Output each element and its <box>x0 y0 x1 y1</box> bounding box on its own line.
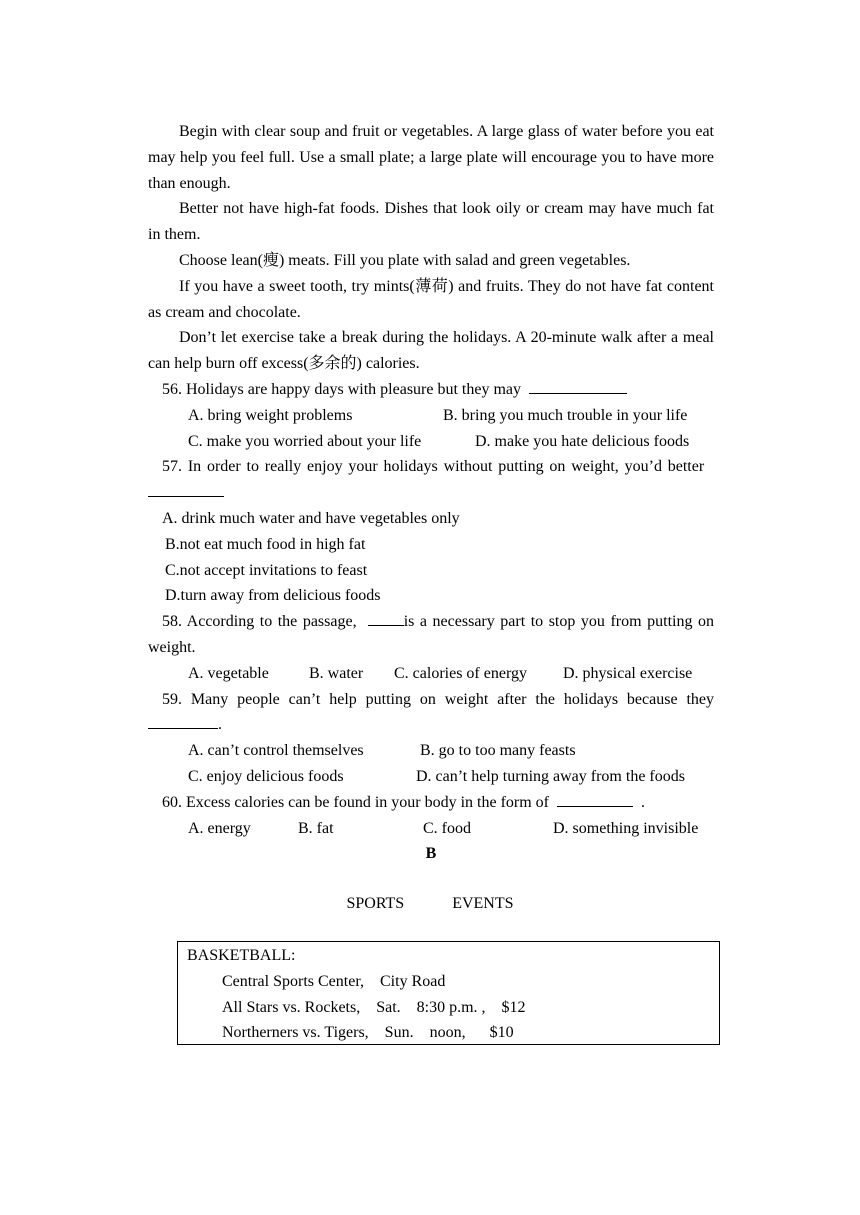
answer-blank[interactable] <box>148 480 224 497</box>
answer-blank[interactable] <box>148 712 218 729</box>
option-c[interactable]: C. calories of energy <box>394 664 527 682</box>
venue-line: Central Sports Center, City Road <box>222 973 446 990</box>
paragraph-3: Choose lean(瘦) meats. Fill you plate with salad and green vegetables. <box>179 251 631 269</box>
question-57 <box>148 454 714 506</box>
option-d[interactable]: D.turn away from delicious foods <box>165 587 381 605</box>
paragraph-1: Begin with clear soup and fruit or vegetables. A large glass of water before you eat may help you feel full. Use a small plate; a large plate will encourage you to have more than enough. <box>148 123 714 192</box>
question-58-stem-start: 58. According to the passage, <box>162 613 357 631</box>
option-d[interactable]: D. can’t help turning away from the foods <box>416 767 685 785</box>
game-line-2: Northerners vs. Tigers, Sun. noon, $10 <box>222 1024 514 1041</box>
question-59-stem-end: . <box>218 716 222 734</box>
question-60 <box>148 790 714 816</box>
question-56-stem: 56. Holidays are happy days with pleasure but they may <box>162 380 522 398</box>
paragraph-4: If you have a sweet tooth, try mints(薄荷) and fruits. They do not have fat content as cream and chocolate. <box>148 277 714 321</box>
question-59 <box>148 687 714 739</box>
option-a[interactable]: A. bring weight problems <box>188 406 353 424</box>
question-60-options-row <box>148 816 714 842</box>
option-b[interactable]: B. bring you much trouble in your life <box>443 406 688 424</box>
question-56-options-row-2 <box>148 429 714 455</box>
option-d[interactable]: D. something invisible <box>553 819 699 837</box>
option-c[interactable]: C. food <box>423 819 471 837</box>
option-a[interactable]: A. can’t control themselves <box>188 742 364 760</box>
option-c[interactable]: C. enjoy delicious foods <box>188 767 344 785</box>
sports-events-title: SPORTS EVENTS <box>346 895 514 912</box>
question-57-stem: 57. In order to really enjoy your holidays without putting on weight, you’d better <box>162 458 705 476</box>
option-a[interactable]: A. vegetable <box>188 664 269 682</box>
option-a[interactable]: A. drink much water and have vegetables only <box>162 509 460 527</box>
question-56 <box>148 377 714 403</box>
game-line-1: All Stars vs. Rockets, Sat. 8:30 p.m. , $12 <box>222 999 526 1016</box>
answer-blank[interactable] <box>557 790 633 807</box>
option-b[interactable]: B. fat <box>298 819 334 837</box>
option-b[interactable]: B. water <box>309 664 364 682</box>
paragraph-2: Better not have high-fat foods. Dishes that look oily or cream may have much fat in them. <box>148 200 714 244</box>
question-59-options-row-1 <box>148 738 714 764</box>
question-58-options-row <box>148 661 714 687</box>
basketball-events-box <box>177 941 720 1045</box>
option-a[interactable]: A. energy <box>188 819 251 837</box>
option-c[interactable]: C. make you worried about your life <box>188 432 422 450</box>
section-b-label: B <box>425 845 437 863</box>
answer-blank[interactable] <box>368 609 404 626</box>
option-d[interactable]: D. make you hate delicious foods <box>475 432 690 450</box>
option-c[interactable]: C.not accept invitations to feast <box>165 561 368 579</box>
question-56-options-row-1 <box>148 403 714 429</box>
question-59-stem-start: 59. Many people can’t help putting on weight after the holidays because they <box>162 690 714 708</box>
question-59-options-row-2 <box>148 764 714 790</box>
basketball-heading: BASKETBALL: <box>187 947 296 964</box>
paragraph-5: Don’t let exercise take a break during the holidays. A 20-minute walk after a meal can help burn off excess(多余的) calories. <box>148 329 714 373</box>
answer-blank[interactable] <box>529 377 627 394</box>
option-d[interactable]: D. physical exercise <box>563 664 693 682</box>
question-60-stem: 60. Excess calories can be found in your body in the form of <box>162 793 550 811</box>
question-58-stem-end: is a necessary part to stop you from putting on weight. <box>148 613 714 656</box>
option-b[interactable]: B. go to too many feasts <box>420 742 576 760</box>
option-b[interactable]: B.not eat much food in high fat <box>165 535 366 553</box>
question-58 <box>148 609 714 661</box>
reading-passage <box>148 119 714 867</box>
question-60-stem-end: . <box>641 793 646 811</box>
